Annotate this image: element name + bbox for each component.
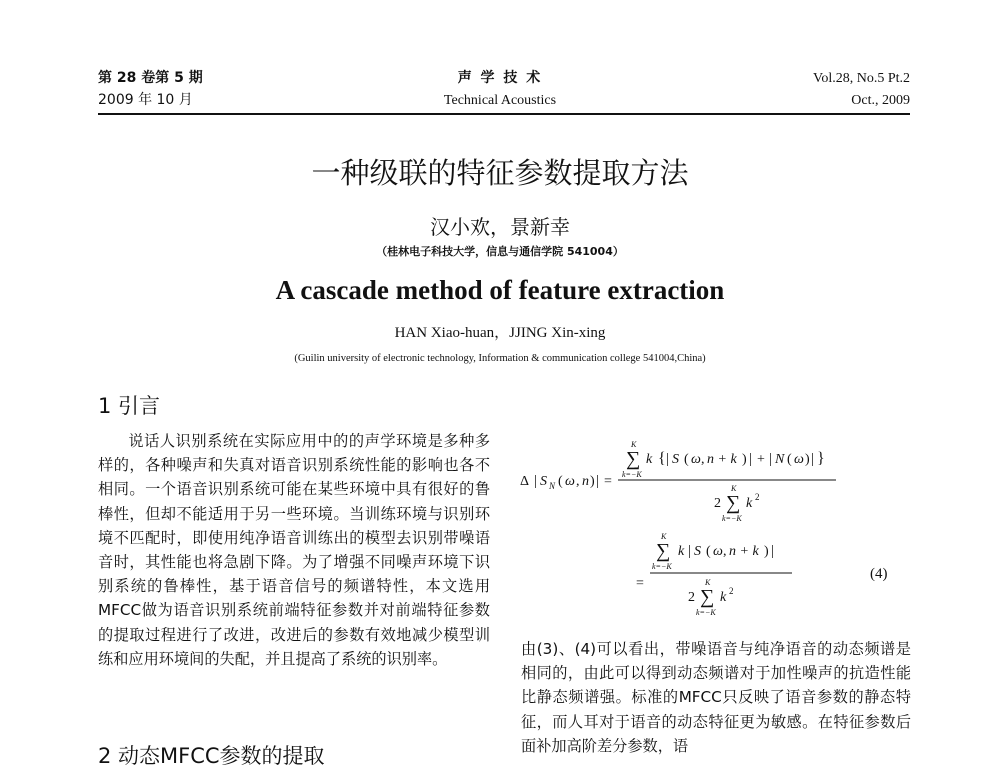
journal-date: 2009 年 10 月: [98, 92, 193, 108]
svg-text:N: N: [549, 481, 556, 491]
svg-text:+: +: [757, 452, 765, 467]
svg-text:,: ,: [701, 452, 705, 467]
svg-text:|: |: [596, 473, 600, 489]
svg-text:k: k: [746, 496, 753, 511]
journal-name-en: Technical Acoustics: [443, 93, 557, 108]
svg-text:k=−K: k=−K: [696, 608, 716, 617]
journal-volume-en: Vol.28, No.5 Pt.2: [813, 71, 910, 86]
svg-text:n: n: [582, 474, 589, 489]
section-1-heading: 1 引言: [98, 394, 161, 418]
paper-title-en: A cascade method of feature extraction: [275, 275, 725, 305]
svg-text:ω: ω: [794, 452, 804, 467]
svg-text:K: K: [705, 578, 711, 587]
svg-text:S: S: [672, 452, 679, 467]
svg-text:|: |: [688, 543, 692, 559]
svg-text:2: 2: [688, 590, 695, 605]
svg-text:(: (: [706, 544, 711, 559]
svg-text:|: |: [771, 543, 775, 559]
right-paragraph: 由(3)、(4)可以看出，带噪语音与纯净语音的动态频谱是相同的，由此可以得到动态频谱对于加性噪声的抗造性能比静态频谱强。标准的MFCC只反映了语音参数的静态特征，而人耳对于语音的动态特征更为敏感。在特征参数后面补加高阶差分参数，语: [521, 640, 911, 755]
svg-text:): ): [590, 474, 595, 489]
svg-text:K: K: [731, 484, 737, 493]
svg-text:(: (: [787, 452, 792, 467]
section-2-heading: 2 动态MFCC参数的提取: [98, 744, 325, 768]
svg-text:S: S: [540, 474, 547, 489]
paper-title-cn: 一种级联的特征参数提取方法: [311, 156, 689, 190]
intro-paragraph: 说话人识别系统在实际应用中的的声学环境是多种多样的，各种噪声和失真对语音识别系统性能的影响也各不相同。一个语音识别系统可能在某些环境中具有很好的鲁棒性，但却不能适用于另一些环境。当训练环境与识别环境不匹配时，即使用纯净语音训练出的模型去识别带噪语音时，其性能也将急剧下降。为了增强不同噪声环境下识别系统的鲁棒性，基于语音信号的频谱特性，本文选用MFCC做为语音识别系统前端特征参数并对前端特征参数的提取过程进行了改进，改进后的参数有效地减少模型训练和应用环境间的失配，并且提高了系统的识别率。: [98, 432, 490, 668]
authors-en: HAN Xiao-huan，JJING Xin-xing: [394, 325, 606, 341]
svg-text:k: k: [646, 452, 653, 467]
svg-text:2: 2: [729, 586, 734, 596]
svg-text:|: |: [534, 473, 538, 489]
authors-cn: 汉小欢，景新幸: [430, 215, 570, 239]
svg-text:|: |: [749, 451, 753, 467]
svg-text:S: S: [694, 544, 701, 559]
svg-text:=: =: [636, 576, 644, 591]
svg-text:k=−K: k=−K: [722, 514, 742, 523]
svg-text:(: (: [558, 474, 563, 489]
svg-text:(: (: [684, 452, 689, 467]
journal-volume: 第 28 卷第 5 期: [98, 70, 203, 86]
affiliation-en: (Guilin university of electronic technology, Information & communication college 541004,China): [294, 353, 706, 364]
svg-text:,: ,: [723, 544, 727, 559]
svg-text:ω: ω: [713, 544, 723, 559]
svg-text:∑: ∑: [700, 586, 715, 608]
svg-text:{: {: [658, 450, 666, 467]
svg-text:): ): [764, 544, 769, 559]
right-column: [521, 637, 911, 758]
svg-text:∑: ∑: [626, 448, 641, 470]
svg-text:2: 2: [714, 496, 721, 511]
svg-text:=: =: [604, 474, 612, 489]
intro-column: [98, 429, 490, 671]
svg-text:2: 2: [755, 492, 760, 502]
equation-number: (4): [870, 566, 888, 582]
svg-text:ω: ω: [691, 452, 701, 467]
svg-text:}: }: [817, 450, 825, 467]
affiliation-cn: （桂林电子科技大学，信息与通信学院 541004）: [376, 245, 624, 258]
svg-text:|: |: [811, 451, 815, 467]
svg-text:): ): [805, 452, 810, 467]
svg-text:): ): [742, 452, 747, 467]
header-rule: [98, 113, 910, 115]
svg-text:N: N: [775, 452, 785, 467]
svg-text:k: k: [678, 544, 685, 559]
journal-date-en: Oct., 2009: [851, 93, 910, 108]
svg-text:,: ,: [576, 474, 580, 489]
svg-text:n + k: n + k: [729, 544, 759, 559]
svg-text:|: |: [769, 451, 773, 467]
svg-text:∑: ∑: [726, 492, 741, 514]
svg-text:K: K: [661, 532, 667, 541]
svg-text:n + k: n + k: [707, 452, 737, 467]
equation-delta-spectrum: [518, 435, 910, 625]
svg-text:k=−K: k=−K: [622, 470, 642, 479]
svg-text:k: k: [720, 590, 727, 605]
svg-text:K: K: [631, 440, 637, 449]
svg-text:k=−K: k=−K: [652, 562, 672, 571]
svg-text:|: |: [666, 451, 670, 467]
svg-text:Δ: Δ: [520, 474, 530, 489]
svg-text:∑: ∑: [656, 540, 671, 562]
journal-name-cn: 声 学 技 术: [457, 70, 543, 86]
svg-text:ω: ω: [565, 474, 575, 489]
